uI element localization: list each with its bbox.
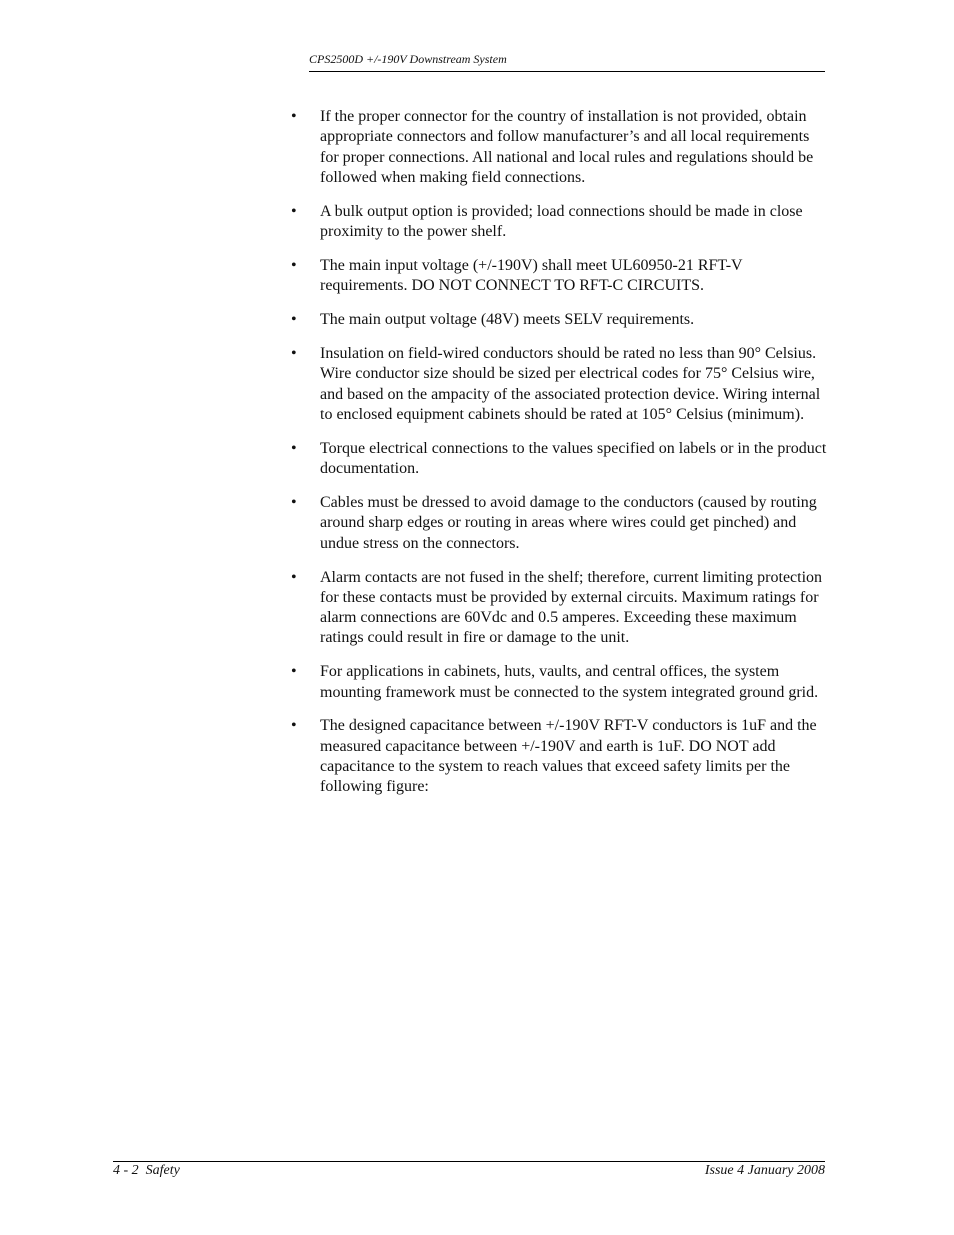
page-number-section: 4 - 2 Safety	[113, 1163, 180, 1178]
list-item-text: Alarm contacts are not fused in the shelf; therefore, current limiting protection for these contacts must be provided by external circuits. Maximum ratings for alarm connections are 60Vdc and 0.5 amperes. Exceeding these maximum ratings could result in fire or damage to the unit.	[320, 568, 823, 647]
list-item-text: If the proper connector for the country of installation is not provided, obtain appropriate connectors and follow manufacturer’s and all local requirements for proper connections. All national and local rules and regulations should be followed when making field connections.	[320, 108, 814, 186]
list-item	[289, 439, 829, 480]
bullet-icon: •	[291, 494, 297, 512]
bullet-icon: •	[291, 202, 297, 220]
list-item	[289, 493, 829, 554]
list-item	[289, 662, 829, 703]
list-item-text: The designed capacitance between +/-190V RFT-V conductors is 1uF and the measured capacitance between +/-190V and earth is 1uF. DO NOT add capacitance to the system to reach values that exceed safety limits per the following figure:	[320, 717, 817, 796]
bullet-icon: •	[291, 568, 297, 586]
list-item-text: For applications in cabinets, huts, vaults, and central offices, the system mounting framework must be connected to the system integrated ground grid.	[320, 663, 819, 701]
bullet-icon: •	[291, 108, 297, 125]
bullet-icon: •	[291, 717, 297, 735]
safety-bullet-list	[289, 107, 829, 798]
bullet-icon: •	[291, 345, 297, 363]
bullet-icon: •	[291, 256, 297, 274]
page-header	[309, 50, 825, 72]
bullet-icon: •	[291, 311, 297, 329]
bullet-icon: •	[291, 439, 297, 457]
page-content	[289, 107, 829, 811]
bullet-icon: •	[291, 663, 297, 681]
list-item	[289, 202, 829, 243]
list-item-text: Cables must be dressed to avoid damage to the conductors (caused by routing around sharp edges or routing in areas where wires could get pinched) and undue stress on the connectors.	[320, 494, 817, 552]
list-item	[289, 568, 829, 649]
list-item-text: The main input voltage (+/-190V) shall meet UL60950-21 RFT-V requirements. DO NOT CONNECT TO RFT-C CIRCUITS.	[320, 256, 743, 295]
list-item	[289, 256, 829, 297]
list-item-text: Torque electrical connections to the values specified on labels or in the product documentation.	[320, 439, 827, 478]
list-item	[289, 716, 829, 797]
list-item-text: The main output voltage (48V) meets SELV requirements.	[320, 311, 695, 329]
list-item	[289, 107, 829, 188]
page-footer	[113, 1161, 825, 1181]
document-title: CPS2500D +/-190V Downstream System	[309, 52, 507, 66]
list-item-text: A bulk output option is provided; load connections should be made in close proximity to the power shelf.	[320, 202, 803, 241]
list-item-text: Insulation on field-wired conductors should be rated no less than 90° Celsius. Wire conductor size should be sized per electrical codes for 75° Celsius wire, and based on the ampacity of the associated protection device. Wiring internal to enclosed equipment cabinets should be rated at 105° Celsius (minimum).	[320, 345, 821, 423]
issue-date: Issue 4 January 2008	[704, 1163, 825, 1178]
list-item	[289, 310, 829, 330]
list-item	[289, 344, 829, 425]
